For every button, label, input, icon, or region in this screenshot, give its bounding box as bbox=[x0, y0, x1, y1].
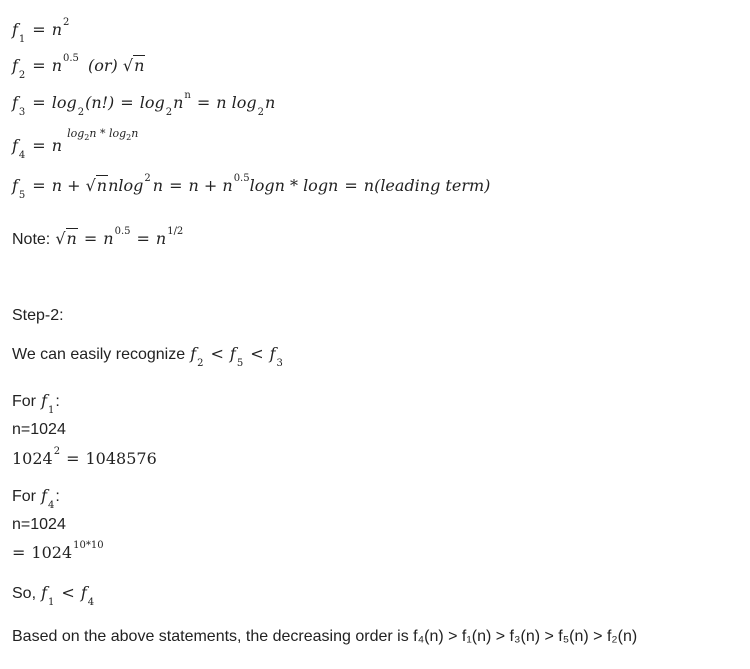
equals-sign: = bbox=[196, 93, 211, 112]
exponent: 10*10 bbox=[73, 540, 104, 551]
subscript: 3 bbox=[276, 358, 283, 369]
subscript: 1 bbox=[48, 405, 55, 416]
note-line bbox=[12, 226, 184, 249]
base: n bbox=[51, 20, 63, 39]
base: 1024 bbox=[12, 449, 53, 468]
log-text: log bbox=[51, 93, 77, 112]
exponent-expression bbox=[67, 127, 138, 140]
so-label: So, bbox=[12, 585, 37, 602]
subscript: 5 bbox=[18, 190, 26, 201]
subscript: 4 bbox=[87, 597, 95, 608]
log-base: 2 bbox=[126, 133, 132, 142]
f-symbol: f bbox=[12, 93, 18, 112]
f-symbol: f bbox=[41, 583, 48, 602]
f-symbol: f bbox=[80, 583, 87, 602]
less-than: < bbox=[61, 583, 75, 602]
subscript: 5 bbox=[236, 358, 244, 369]
subscript: 2 bbox=[18, 70, 26, 81]
n-value: n=1024 bbox=[12, 421, 66, 438]
equation-f3 bbox=[12, 90, 276, 118]
base: n bbox=[103, 229, 114, 248]
exponent: 1/2 bbox=[167, 226, 184, 237]
base: n bbox=[51, 136, 63, 155]
f-symbol: f bbox=[12, 176, 18, 195]
n-value: n=1024 bbox=[12, 516, 66, 533]
exponent: n bbox=[184, 90, 191, 101]
equals-sign: = bbox=[83, 229, 98, 248]
subscript: 1 bbox=[48, 597, 55, 608]
f-symbol: f bbox=[229, 344, 236, 363]
recognize-line bbox=[12, 344, 284, 369]
less-than: < bbox=[250, 344, 264, 363]
equation-f2 bbox=[12, 53, 145, 81]
so-line bbox=[12, 583, 95, 608]
term: n + bbox=[51, 176, 81, 195]
colon: : bbox=[55, 393, 60, 410]
note-label: Note: bbox=[12, 231, 51, 248]
calc-f4 bbox=[12, 540, 104, 562]
result: 1048576 bbox=[85, 449, 157, 468]
exponent: 0.5 bbox=[114, 226, 131, 237]
f-symbol: f bbox=[12, 136, 18, 155]
f-symbol: f bbox=[41, 486, 48, 505]
conclusion-text: Based on the above statements, the decreasing order is f₄(n) > f₁(n) > f₃(n) > f₅(n) > f₂(n) bbox=[12, 628, 638, 645]
log-argument: n bbox=[173, 93, 184, 112]
log-argument: n bbox=[265, 93, 276, 112]
base: 1024 bbox=[31, 543, 73, 562]
log-base: 2 bbox=[77, 107, 85, 118]
f-symbol: f bbox=[190, 344, 197, 363]
equals-sign: = bbox=[12, 543, 26, 562]
equals-sign: = bbox=[32, 176, 46, 195]
exponent: 0.5 bbox=[63, 53, 79, 64]
sqrt-expression bbox=[55, 229, 78, 248]
sqrt-icon: √ bbox=[122, 56, 134, 75]
log-argument: n bbox=[152, 176, 164, 195]
equals-sign: = bbox=[32, 20, 46, 39]
subscript: 4 bbox=[18, 150, 26, 161]
exponent: 2 bbox=[144, 173, 151, 184]
radicand: n bbox=[134, 56, 145, 75]
sqrt-icon: √ bbox=[55, 229, 66, 248]
recognize-text: We can easily recognize bbox=[12, 346, 186, 363]
term: logn * logn bbox=[249, 176, 339, 195]
f-symbol: f bbox=[12, 56, 18, 75]
f-symbol: f bbox=[269, 344, 276, 363]
log-argument: n bbox=[131, 127, 139, 140]
equals-sign: = bbox=[120, 93, 134, 112]
sqrt-expression bbox=[86, 176, 109, 195]
for-f1-line bbox=[12, 391, 60, 416]
equals-sign: = bbox=[32, 56, 46, 75]
subscript: 4 bbox=[48, 500, 55, 511]
equals-sign: = bbox=[344, 176, 358, 195]
exponent: 2 bbox=[53, 446, 61, 457]
step-heading: Step-2: bbox=[12, 307, 64, 324]
log-base: 2 bbox=[257, 107, 265, 118]
for-f4-line bbox=[12, 486, 60, 511]
log-base: 2 bbox=[165, 107, 173, 118]
f-symbol: f bbox=[41, 391, 48, 410]
radicand: n bbox=[96, 176, 108, 195]
log-base: 2 bbox=[84, 133, 90, 142]
subscript: 2 bbox=[197, 358, 204, 369]
equals-sign: = bbox=[32, 93, 46, 112]
for-label: For bbox=[12, 488, 36, 505]
term: n(leading term) bbox=[363, 176, 491, 195]
log-text: nlog bbox=[108, 176, 144, 195]
calc-f1 bbox=[12, 446, 157, 468]
inequality bbox=[190, 344, 284, 369]
base: n bbox=[155, 229, 167, 248]
radicand: n bbox=[66, 229, 77, 248]
base: n bbox=[51, 56, 63, 75]
for-label: For bbox=[12, 393, 36, 410]
or-text: (or) bbox=[88, 56, 118, 75]
rhs-text: n log bbox=[216, 93, 257, 112]
log-text: log bbox=[139, 93, 165, 112]
subscript: 3 bbox=[18, 107, 26, 118]
equation-f1 bbox=[12, 17, 70, 45]
equals-sign: = bbox=[169, 176, 183, 195]
log-argument: (n!) bbox=[85, 93, 115, 112]
equation-f5 bbox=[12, 173, 491, 201]
equation-f4 bbox=[12, 127, 139, 161]
term: n + n bbox=[188, 176, 233, 195]
sqrt-icon: √ bbox=[85, 176, 96, 195]
less-than: < bbox=[210, 344, 224, 363]
equals-sign: = bbox=[32, 136, 46, 155]
exponent-middle: n * log bbox=[89, 127, 127, 140]
log-text: log bbox=[67, 127, 85, 140]
sqrt-expression bbox=[123, 56, 146, 75]
f-symbol: f bbox=[12, 20, 18, 39]
equals-sign: = bbox=[66, 449, 80, 468]
colon: : bbox=[55, 488, 60, 505]
subscript: 1 bbox=[18, 34, 26, 45]
exponent: 2 bbox=[63, 17, 70, 28]
equals-sign: = bbox=[136, 229, 150, 248]
exponent: 0.5 bbox=[233, 173, 250, 184]
